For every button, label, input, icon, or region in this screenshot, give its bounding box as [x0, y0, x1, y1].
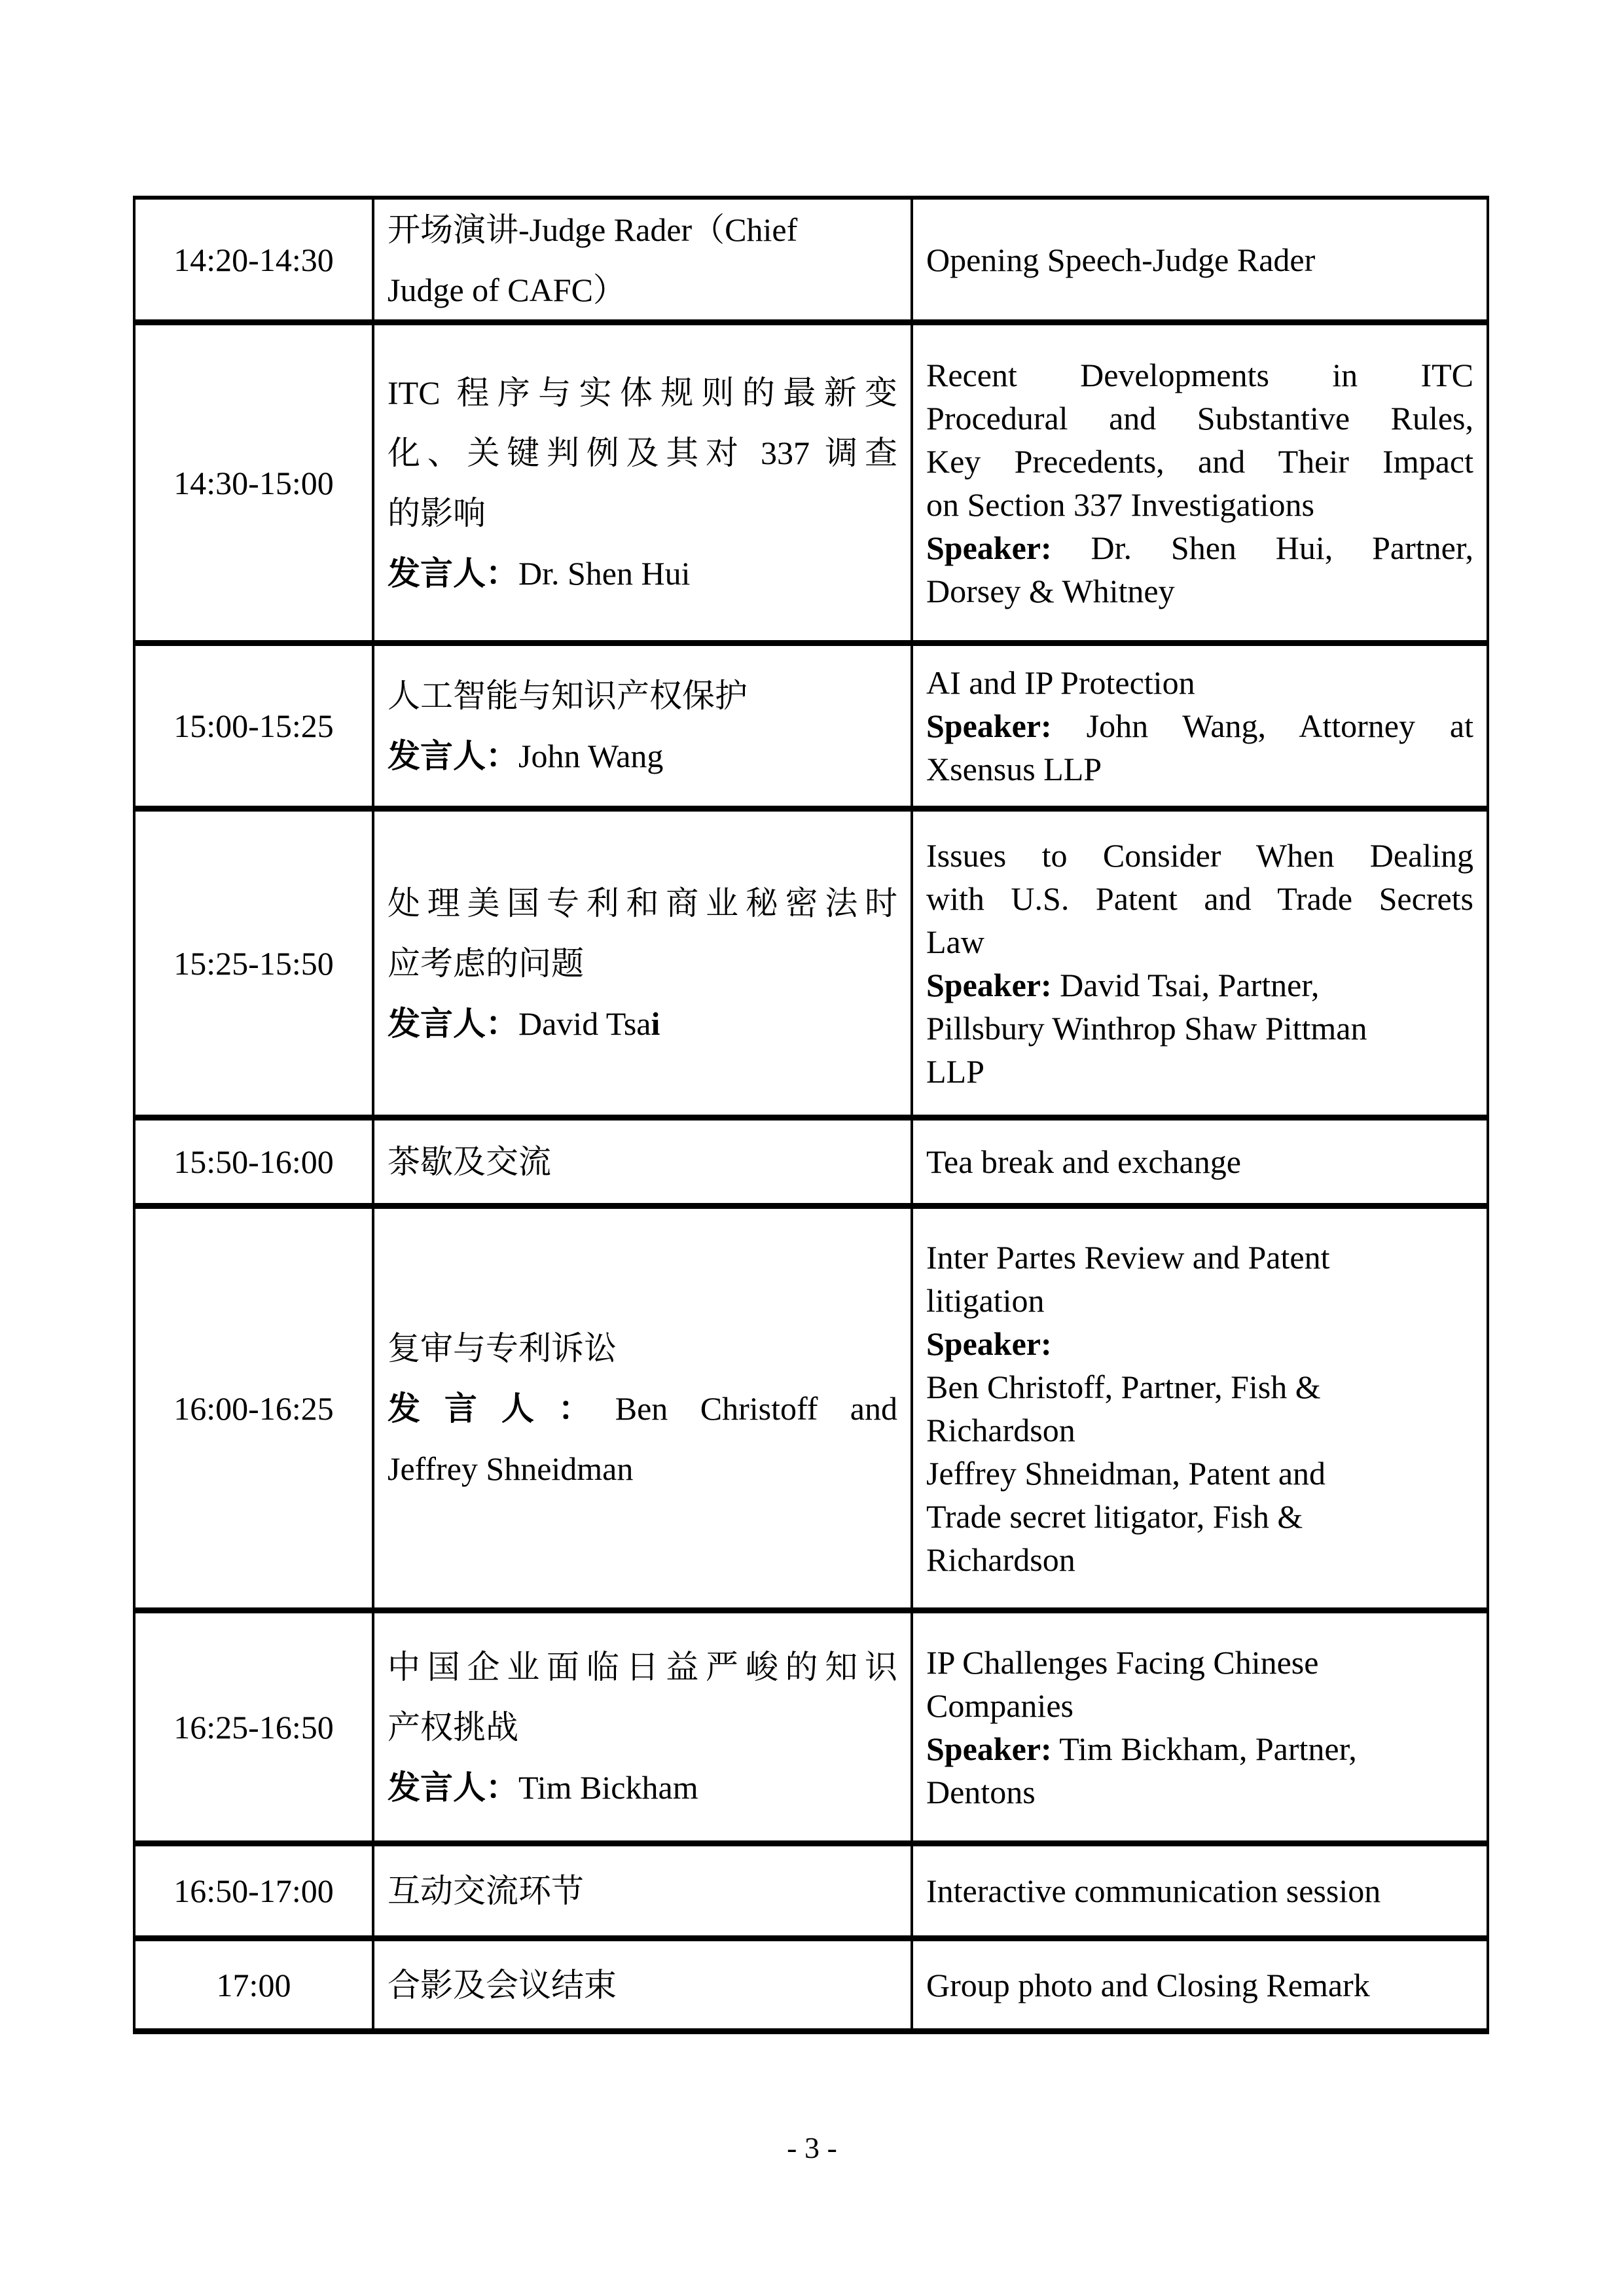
table-row	[135, 640, 1487, 806]
topic-cell-cn	[372, 325, 911, 640]
line-text: Opening Speech-Judge Rader	[926, 241, 1316, 278]
line-text: Jeffrey Shneidman, Patent and	[926, 1454, 1326, 1492]
speaker-label: Speaker:	[926, 529, 1052, 566]
text-line	[388, 1637, 897, 1697]
line-text: 合影及会议结束	[388, 1966, 617, 2003]
line-text: Richardson	[926, 1411, 1075, 1448]
line-text: Trade secret litigator, Fish &	[926, 1498, 1303, 1535]
topic-cell-cn	[372, 200, 911, 319]
line-text: Dr. Shen Hui, Partner,	[1051, 529, 1473, 566]
text-line	[926, 1236, 1473, 1279]
text-line	[388, 1697, 897, 1757]
line-text: litigation	[926, 1282, 1045, 1319]
time-cell	[135, 1846, 372, 1935]
text-line	[926, 1365, 1473, 1408]
text-line	[926, 704, 1473, 747]
table-row	[135, 200, 1487, 319]
line-text: David Tsa	[518, 1005, 651, 1042]
topic-cell-en	[911, 1941, 1487, 2028]
line-text: 产权挑战	[388, 1708, 518, 1746]
line-text: 人工智能与知识产权保护	[388, 677, 748, 714]
table-row	[135, 1115, 1487, 1203]
text-line	[388, 1955, 897, 2015]
text-line	[926, 238, 1473, 281]
line-text: Issues to Consider When Dealing	[926, 836, 1473, 874]
time-text: 14:30-15:00	[173, 464, 334, 501]
text-line	[926, 920, 1473, 963]
time-text: 15:25-15:50	[173, 944, 334, 982]
text-line	[926, 661, 1473, 704]
time-text: 16:00-16:25	[173, 1390, 334, 1427]
line-text: with U.S. Patent and Trade Secrets	[926, 880, 1473, 917]
table-row	[135, 1840, 1487, 1935]
text-line	[388, 1378, 897, 1439]
line-text: Dentons	[926, 1773, 1036, 1810]
text-line	[388, 1757, 897, 1818]
line-text: Dr. Shen Hui	[518, 554, 691, 592]
topic-cell-en	[911, 200, 1487, 319]
topic-cell-cn	[372, 1209, 911, 1607]
text-line	[926, 1727, 1473, 1770]
line-text: Tim Bickham, Partner,	[1051, 1730, 1357, 1767]
time-cell	[135, 200, 372, 319]
time-text: 16:50-17:00	[173, 1873, 334, 1909]
line-text: John Wang, Attorney at	[1051, 708, 1473, 744]
time-text: 15:00-15:25	[173, 708, 334, 744]
speaker-label: Speaker:	[926, 966, 1052, 1003]
line-text: 复审与专利诉讼	[388, 1329, 617, 1367]
time-text: 17:00	[216, 1966, 291, 2003]
text-line	[926, 1495, 1473, 1538]
topic-cell-en	[911, 1209, 1487, 1607]
text-line	[926, 1050, 1473, 1093]
text-line	[926, 1684, 1473, 1727]
line-text: 茶歇及交流	[388, 1143, 551, 1180]
speaker-label: Speaker:	[926, 1325, 1052, 1362]
line-text: AI and IP Protection	[926, 664, 1195, 701]
text-line	[926, 526, 1473, 569]
agenda-table	[133, 196, 1489, 2034]
text-line	[388, 994, 897, 1054]
text-line	[926, 1452, 1473, 1495]
line-text: 处理美国专利和商业秘密法时	[388, 884, 897, 922]
time-cell	[135, 812, 372, 1115]
line-text: 开场演讲-Judge Rader（Chief	[388, 211, 798, 248]
text-line	[926, 1408, 1473, 1452]
line-text: Richardson	[926, 1541, 1075, 1578]
text-line	[926, 747, 1473, 791]
text-line	[388, 483, 897, 543]
topic-cell-cn	[372, 1941, 911, 2028]
text-line	[388, 260, 897, 320]
topic-cell-en	[911, 1613, 1487, 1840]
table-row	[135, 1935, 1487, 2028]
speaker-label: 发言人：	[388, 1768, 518, 1806]
time-cell	[135, 1121, 372, 1203]
text-line	[926, 963, 1473, 1007]
line-text: 化、关键判例及其对 337 调查	[388, 434, 897, 471]
line-text: Pillsbury Winthrop Shaw Pittman	[926, 1009, 1367, 1047]
line-text: 应考虑的问题	[388, 944, 584, 982]
line-text: Inter Partes Review and Patent	[926, 1238, 1330, 1276]
speaker-label: 发言人：	[388, 554, 518, 592]
line-text: Companies	[926, 1687, 1074, 1724]
text-line	[388, 1439, 897, 1499]
line-text: Recent Developments in ITC	[926, 356, 1473, 393]
text-line	[926, 1964, 1473, 2007]
text-line	[388, 543, 897, 603]
line-text: Dorsey & Whitney	[926, 572, 1175, 609]
time-text: 14:20-14:30	[173, 241, 334, 278]
line-text: Tea break and exchange	[926, 1143, 1241, 1180]
topic-cell-en	[911, 1121, 1487, 1203]
text-line	[926, 353, 1473, 397]
text-line	[926, 1140, 1473, 1183]
line-text: David Tsai, Partner,	[1051, 966, 1320, 1003]
text-line	[926, 1641, 1473, 1684]
text-line	[926, 1770, 1473, 1814]
page-number: - 3 -	[787, 2131, 837, 2164]
line-text: ITC 程序与实体规则的最新变	[388, 374, 897, 411]
line-text: 的影响	[388, 494, 486, 531]
line-text: on Section 337 Investigations	[926, 486, 1314, 523]
topic-cell-cn	[372, 1121, 911, 1203]
topic-cell-cn	[372, 646, 911, 806]
line-text: 中国企业面临日益严峻的知识	[388, 1648, 897, 1685]
line-text: Ben Christoff and	[615, 1390, 897, 1427]
topic-cell-en	[911, 1846, 1487, 1935]
speaker-label: 发言人：	[388, 1005, 518, 1042]
speaker-label: Speaker:	[926, 1730, 1052, 1767]
time-cell	[135, 1941, 372, 2028]
line-text: LLP	[926, 1052, 984, 1090]
text-line	[926, 397, 1473, 440]
text-line	[926, 1322, 1473, 1365]
line-text: Interactive communication session	[926, 1873, 1381, 1909]
speaker-label: 发言人：	[388, 738, 518, 774]
text-line	[388, 200, 897, 260]
time-text: 16:25-16:50	[173, 1708, 334, 1746]
text-line	[388, 1861, 897, 1921]
line-text: Key Precedents, and Their Impact	[926, 442, 1473, 480]
text-line	[388, 933, 897, 994]
time-text: 15:50-16:00	[173, 1143, 334, 1180]
text-line	[388, 423, 897, 483]
speaker-label: 发言人：	[388, 1390, 615, 1427]
topic-cell-en	[911, 646, 1487, 806]
line-text: John Wang	[518, 738, 664, 774]
text-line	[926, 569, 1473, 613]
line-text: Tim Bickham	[518, 1768, 698, 1806]
line-text: Ben Christoff, Partner, Fish &	[926, 1368, 1321, 1405]
text-line	[926, 1538, 1473, 1581]
text-line	[926, 1279, 1473, 1322]
text-line	[388, 726, 897, 786]
table-row	[135, 319, 1487, 640]
table-row	[135, 1607, 1487, 1840]
text-line	[388, 363, 897, 423]
text-line	[926, 877, 1473, 920]
line-text: Judge of CAFC）	[388, 271, 626, 308]
text-line	[388, 1318, 897, 1378]
speaker-label: Speaker:	[926, 708, 1052, 744]
text-line	[926, 483, 1473, 526]
text-line	[926, 1007, 1473, 1050]
line-text: Group photo and Closing Remark	[926, 1966, 1370, 2003]
topic-cell-cn	[372, 1846, 911, 1935]
line-text: Law	[926, 923, 984, 960]
topic-cell-cn	[372, 812, 911, 1115]
table-row	[135, 1203, 1487, 1607]
time-cell	[135, 325, 372, 640]
line-text: Procedural and Substantive Rules,	[926, 399, 1473, 437]
table-row	[135, 806, 1487, 1115]
topic-cell-en	[911, 325, 1487, 640]
line-text-bold-tail: i	[651, 1005, 660, 1042]
text-line	[388, 666, 897, 726]
line-text: Jeffrey Shneidman	[388, 1450, 634, 1487]
text-line	[926, 1869, 1473, 1912]
text-line	[926, 834, 1473, 877]
text-line	[388, 1132, 897, 1192]
text-line	[926, 440, 1473, 483]
line-text: Xsensus LLP	[926, 751, 1102, 787]
line-text: 互动交流环节	[388, 1873, 584, 1909]
time-cell	[135, 1613, 372, 1840]
time-cell	[135, 646, 372, 806]
text-line	[388, 873, 897, 933]
topic-cell-cn	[372, 1613, 911, 1840]
line-text: IP Challenges Facing Chinese	[926, 1643, 1319, 1681]
topic-cell-en	[911, 812, 1487, 1115]
time-cell	[135, 1209, 372, 1607]
